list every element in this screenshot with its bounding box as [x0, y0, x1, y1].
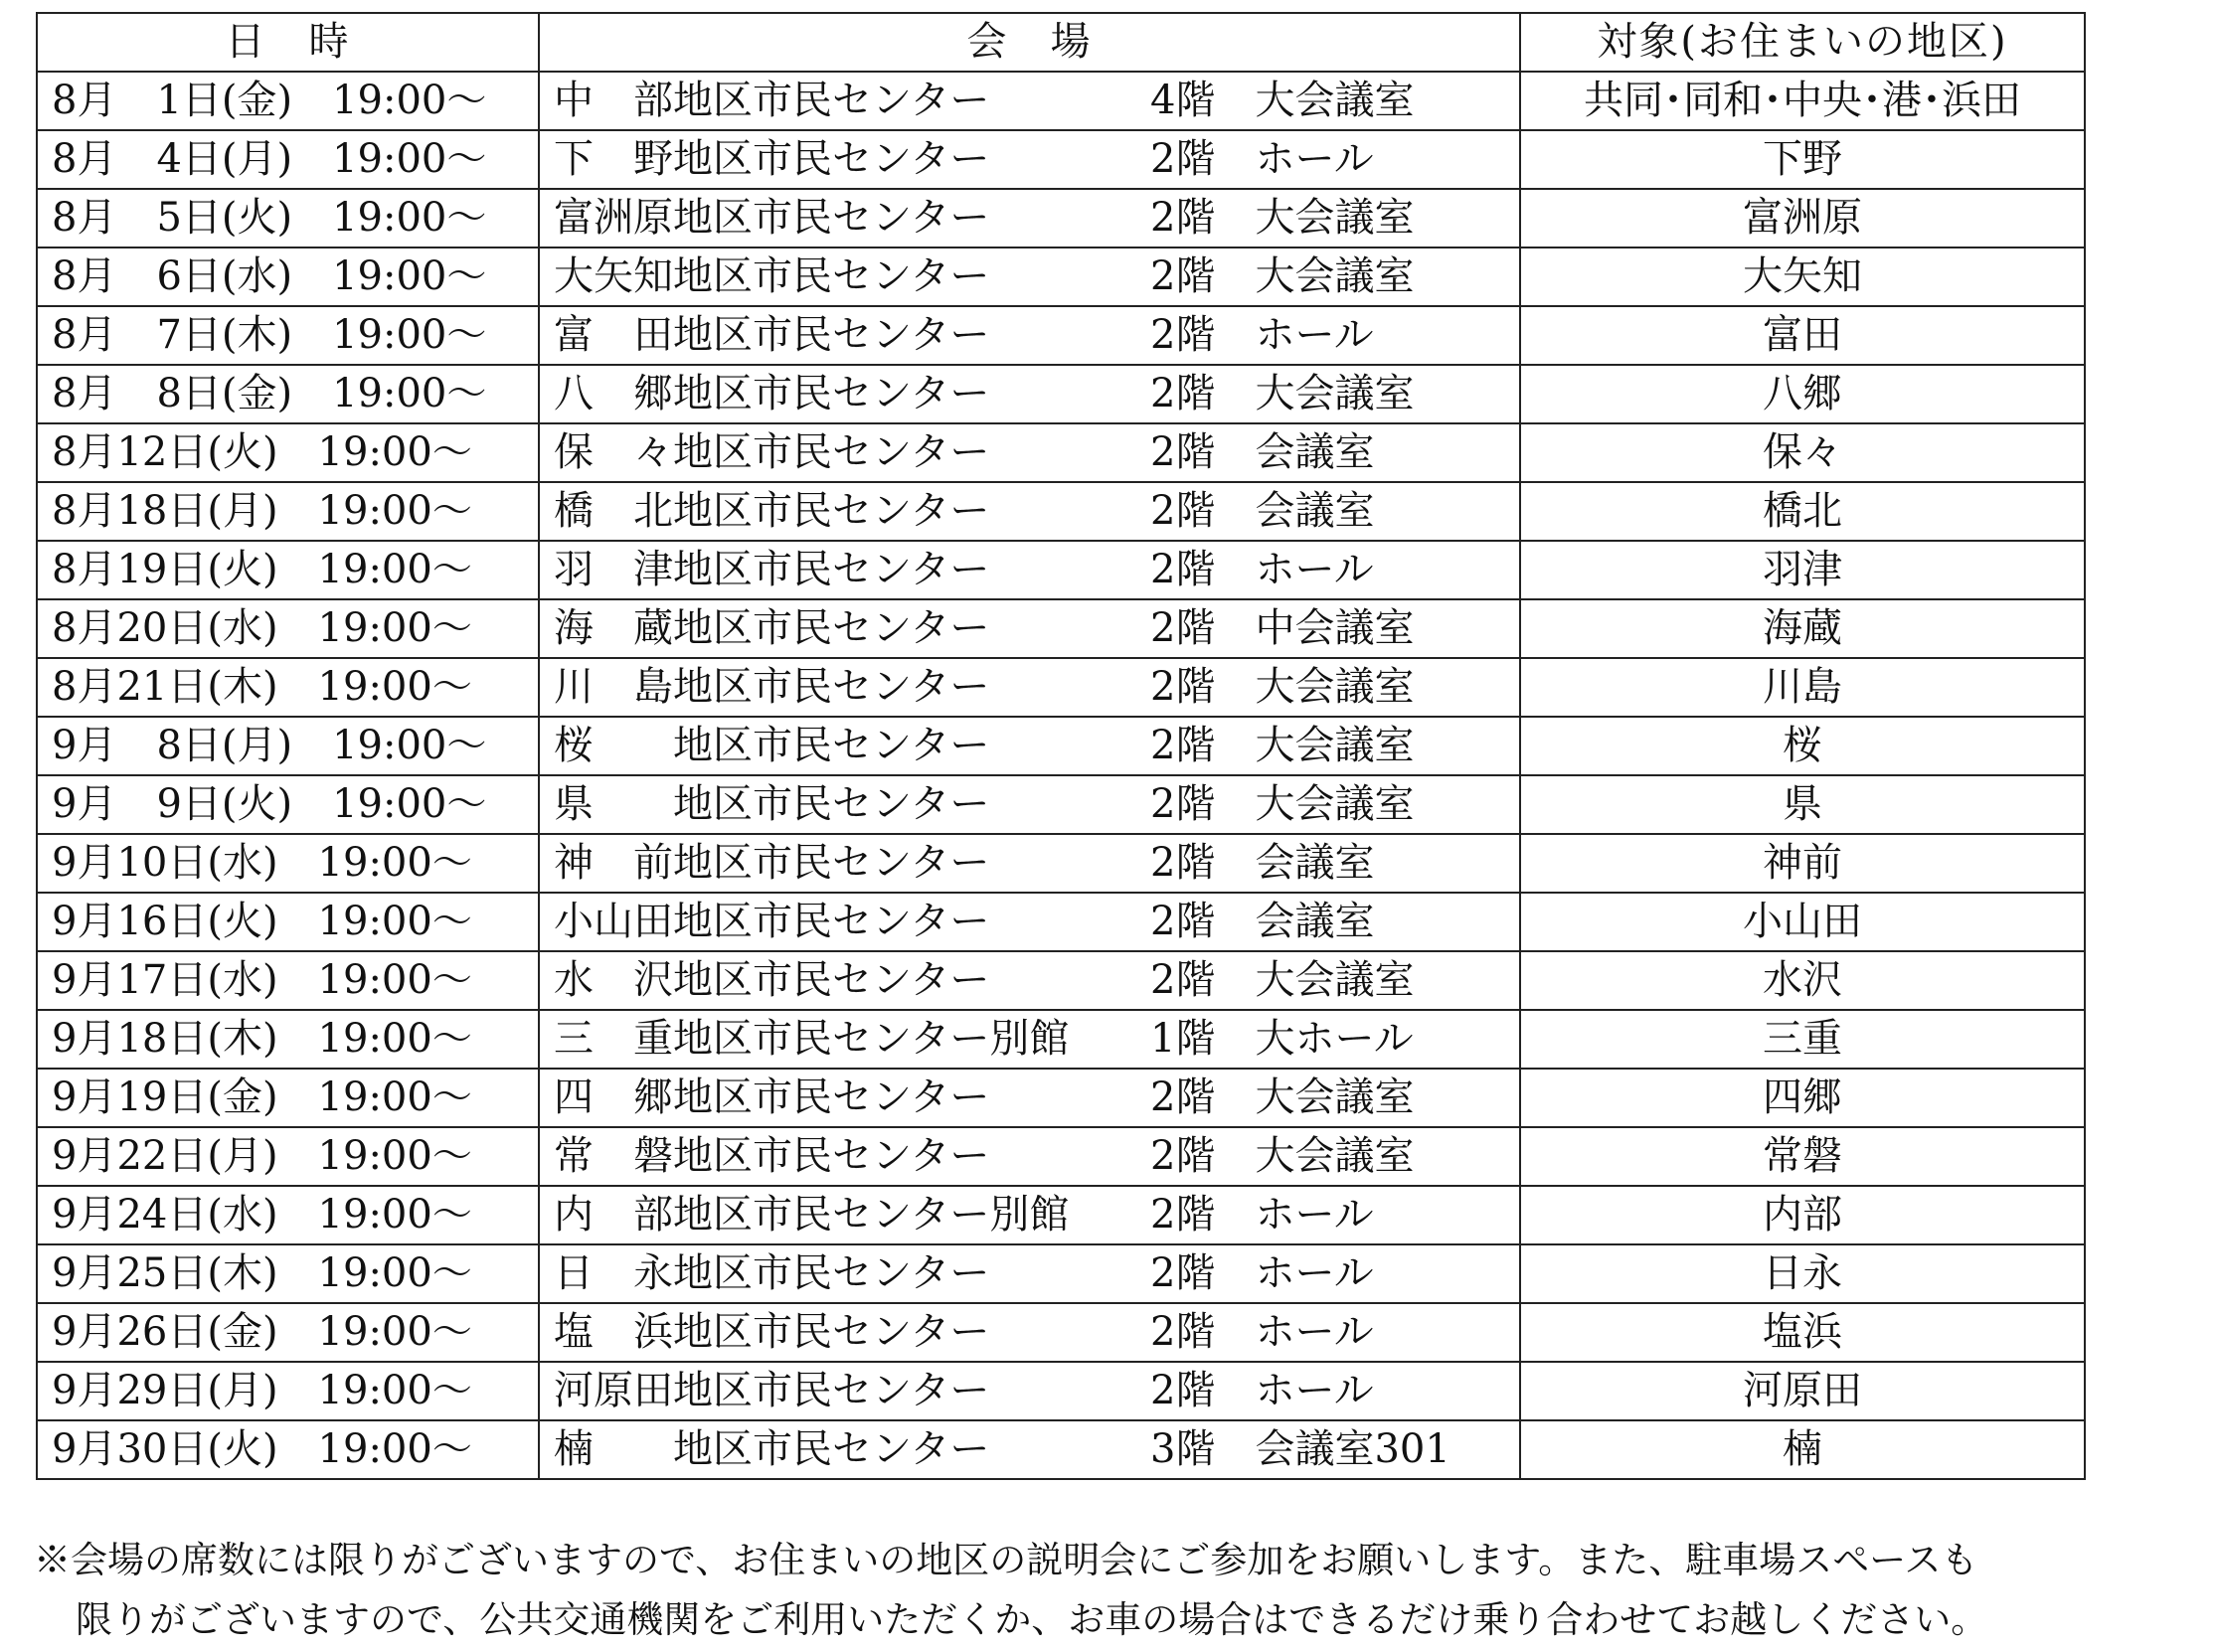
- row-venue-floor: 1階 大ホール: [1150, 1016, 1414, 1062]
- row-target: 海蔵: [1520, 599, 2085, 658]
- row-venue: [539, 72, 1520, 130]
- row-venue: [539, 306, 1520, 365]
- row-target: 八郷: [1520, 365, 2085, 423]
- row-venue-name: 海 蔵地区市民センター: [554, 605, 990, 651]
- row-venue-floor: 2階 ホール: [1150, 547, 1374, 592]
- row-venue-name: 桜 地区市民センター: [554, 723, 990, 768]
- row-venue-name: 八 郷地区市民センター: [554, 371, 990, 416]
- row-venue-wrap: [554, 424, 1519, 481]
- row-date-text: 8月 1日(金) 19:00～: [52, 78, 487, 123]
- header-row: [37, 13, 2085, 72]
- table-row: [37, 248, 2085, 306]
- row-venue-floor: 2階 大会議室: [1150, 723, 1415, 768]
- row-venue-wrap: [554, 1011, 1519, 1068]
- row-venue-name: 中 部地区市民センター: [554, 78, 990, 123]
- row-venue-wrap: [554, 366, 1519, 422]
- row-venue-wrap: [554, 190, 1519, 247]
- row-venue: [539, 365, 1520, 423]
- row-venue: [539, 1303, 1520, 1362]
- row-date: [37, 717, 539, 775]
- row-venue-wrap: [554, 248, 1519, 305]
- row-date-text: 9月18日(木) 19:00～: [52, 1016, 472, 1062]
- row-venue: [539, 951, 1520, 1010]
- row-venue: [539, 1362, 1520, 1420]
- row-date-text: 9月26日(金) 19:00～: [52, 1309, 472, 1355]
- row-date: [37, 658, 539, 717]
- row-venue-floor: 2階 会議室: [1150, 899, 1375, 944]
- table-row: [37, 893, 2085, 951]
- row-venue-name: 県 地区市民センター: [554, 781, 990, 827]
- row-date: [37, 1186, 539, 1244]
- row-target: 楠: [1520, 1420, 2085, 1479]
- row-target: 県: [1520, 775, 2085, 834]
- table-row: [37, 1127, 2085, 1186]
- row-target: 塩浜: [1520, 1303, 2085, 1362]
- row-venue-name: 大矢知地区市民センター: [554, 253, 990, 299]
- row-venue-name: 楠 地区市民センター: [554, 1426, 990, 1472]
- row-venue: [539, 1127, 1520, 1186]
- schedule-body: [37, 72, 2085, 1479]
- row-date: [37, 72, 539, 130]
- row-target: 羽津: [1520, 541, 2085, 599]
- row-venue: [539, 423, 1520, 482]
- table-row: [37, 1244, 2085, 1303]
- row-date: [37, 775, 539, 834]
- row-target: 四郷: [1520, 1069, 2085, 1127]
- row-venue-floor: 2階 大会議室: [1150, 664, 1415, 710]
- row-venue-name: 内 部地区市民センター別館: [554, 1192, 1070, 1238]
- row-date: [37, 599, 539, 658]
- notes: [34, 1531, 2181, 1650]
- row-venue-name: 水 沢地区市民センター: [554, 957, 990, 1003]
- row-date-text: 8月21日(木) 19:00～: [52, 664, 472, 710]
- row-venue-floor: 2階 ホール: [1150, 136, 1374, 182]
- row-date: [37, 1303, 539, 1362]
- row-venue: [539, 1069, 1520, 1127]
- row-date-text: 9月19日(金) 19:00～: [52, 1074, 472, 1120]
- row-date: [37, 1244, 539, 1303]
- row-date-text: 9月25日(木) 19:00～: [52, 1250, 472, 1296]
- note-line-2: 限りがございますので、公共交通機関をご利用いただくか、お車の場合はできるだけ乗り合わせてお越しください。: [76, 1598, 1988, 1641]
- row-venue-wrap: [554, 73, 1519, 129]
- row-venue: [539, 834, 1520, 893]
- row-date: [37, 951, 539, 1010]
- row-venue-name: 橋 北地区市民センター: [554, 488, 990, 534]
- row-date-text: 8月 7日(木) 19:00～: [52, 312, 487, 358]
- row-venue-floor: 2階 中会議室: [1150, 605, 1415, 651]
- table-row: [37, 1420, 2085, 1479]
- row-venue-wrap: [554, 1245, 1519, 1302]
- row-date: [37, 893, 539, 951]
- row-date-text: 8月12日(火) 19:00～: [52, 429, 472, 475]
- row-venue-floor: 2階 会議室: [1150, 429, 1375, 475]
- table-row: [37, 658, 2085, 717]
- row-target: 橋北: [1520, 482, 2085, 541]
- row-venue-floor: 2階 大会議室: [1150, 1133, 1415, 1179]
- row-venue-floor: 2階 大会議室: [1150, 253, 1415, 299]
- row-target: 下野: [1520, 130, 2085, 189]
- table-row: [37, 1186, 2085, 1244]
- row-venue-wrap: [554, 1421, 1519, 1478]
- row-venue-name: 下 野地区市民センター: [554, 136, 990, 182]
- row-date: [37, 1010, 539, 1069]
- row-venue-name: 富洲原地区市民センター: [554, 195, 990, 241]
- row-venue: [539, 248, 1520, 306]
- row-date: [37, 365, 539, 423]
- header-date: 日 時: [37, 13, 539, 72]
- row-venue-wrap: [554, 1304, 1519, 1361]
- row-target: 大矢知: [1520, 248, 2085, 306]
- row-venue-wrap: [554, 835, 1519, 892]
- table-row: [37, 423, 2085, 482]
- row-venue-floor: 2階 大会議室: [1150, 781, 1415, 827]
- table-row: [37, 775, 2085, 834]
- row-venue: [539, 1244, 1520, 1303]
- row-venue-floor: 2階 大会議室: [1150, 371, 1415, 416]
- row-venue-name: 塩 浜地区市民センター: [554, 1309, 990, 1355]
- row-date-text: 8月18日(月) 19:00～: [52, 488, 472, 534]
- row-venue-wrap: [554, 776, 1519, 833]
- row-date: [37, 1420, 539, 1479]
- row-venue-wrap: [554, 894, 1519, 950]
- row-date-text: 8月19日(火) 19:00～: [52, 547, 472, 592]
- row-target: 河原田: [1520, 1362, 2085, 1420]
- row-target: 内部: [1520, 1186, 2085, 1244]
- row-date: [37, 423, 539, 482]
- row-date: [37, 1362, 539, 1420]
- row-venue-name: 小山田地区市民センター: [554, 899, 990, 944]
- row-target: 富洲原: [1520, 189, 2085, 248]
- note-line-1: ※会場の席数には限りがございますので、お住まいの地区の説明会にご参加をお願いします。また、駐車場スペースも: [34, 1539, 1978, 1581]
- row-venue: [539, 1186, 1520, 1244]
- schedule-sheet: [36, 12, 2084, 1480]
- row-date-text: 9月 9日(火) 19:00～: [52, 781, 487, 827]
- row-venue: [539, 717, 1520, 775]
- row-target: 三重: [1520, 1010, 2085, 1069]
- row-venue-wrap: [554, 483, 1519, 540]
- table-row: [37, 951, 2085, 1010]
- row-date: [37, 189, 539, 248]
- row-date-text: 9月 8日(月) 19:00～: [52, 723, 487, 768]
- row-venue: [539, 189, 1520, 248]
- row-target: 神前: [1520, 834, 2085, 893]
- row-date: [37, 834, 539, 893]
- row-venue-floor: 2階 ホール: [1150, 1192, 1374, 1238]
- row-venue-wrap: [554, 131, 1519, 188]
- row-target: 共同･同和･中央･港･浜田: [1520, 72, 2085, 130]
- row-date-text: 9月10日(水) 19:00～: [52, 840, 472, 886]
- table-row: [37, 1362, 2085, 1420]
- row-venue-name: 富 田地区市民センター: [554, 312, 990, 358]
- row-date: [37, 248, 539, 306]
- header-venue: 会 場: [539, 13, 1520, 72]
- row-venue-name: 神 前地区市民センター: [554, 840, 990, 886]
- row-target: 常磐: [1520, 1127, 2085, 1186]
- row-venue-wrap: [554, 1187, 1519, 1243]
- row-venue: [539, 541, 1520, 599]
- row-date-text: 8月 8日(金) 19:00～: [52, 371, 487, 416]
- row-venue: [539, 775, 1520, 834]
- row-venue: [539, 130, 1520, 189]
- row-target: 保々: [1520, 423, 2085, 482]
- row-date-text: 9月30日(火) 19:00～: [52, 1426, 472, 1472]
- row-date: [37, 482, 539, 541]
- row-date: [37, 1127, 539, 1186]
- row-target: 桜: [1520, 717, 2085, 775]
- row-venue-name: 河原田地区市民センター: [554, 1368, 990, 1413]
- row-venue-floor: 2階 会議室: [1150, 488, 1375, 534]
- row-date: [37, 130, 539, 189]
- row-target: 川島: [1520, 658, 2085, 717]
- row-venue-floor: 2階 ホール: [1150, 312, 1374, 358]
- row-venue-name: 常 磐地区市民センター: [554, 1133, 990, 1179]
- schedule-table: [36, 12, 2086, 1480]
- table-row: [37, 189, 2085, 248]
- row-venue-floor: 4階 大会議室: [1150, 78, 1415, 123]
- row-venue-floor: 2階 ホール: [1150, 1309, 1374, 1355]
- row-date: [37, 306, 539, 365]
- table-row: [37, 482, 2085, 541]
- row-venue-name: 三 重地区市民センター別館: [554, 1016, 1070, 1062]
- row-venue-name: 日 永地区市民センター: [554, 1250, 990, 1296]
- row-target: 富田: [1520, 306, 2085, 365]
- row-date-text: 8月 5日(火) 19:00～: [52, 195, 487, 241]
- row-venue-wrap: [554, 307, 1519, 364]
- row-venue-wrap: [554, 542, 1519, 598]
- row-venue-floor: 2階 ホール: [1150, 1368, 1374, 1413]
- row-venue: [539, 1010, 1520, 1069]
- row-venue-wrap: [554, 1363, 1519, 1419]
- table-row: [37, 130, 2085, 189]
- row-venue-wrap: [554, 1070, 1519, 1126]
- row-venue-name: 四 郷地区市民センター: [554, 1074, 990, 1120]
- row-venue: [539, 893, 1520, 951]
- row-venue-floor: 2階 大会議室: [1150, 1074, 1415, 1120]
- row-target: 小山田: [1520, 893, 2085, 951]
- row-venue: [539, 599, 1520, 658]
- table-row: [37, 365, 2085, 423]
- row-date-text: 9月24日(水) 19:00～: [52, 1192, 472, 1238]
- row-venue-name: 川 島地区市民センター: [554, 664, 990, 710]
- row-venue: [539, 1420, 1520, 1479]
- row-date-text: 9月29日(月) 19:00～: [52, 1368, 472, 1413]
- row-venue-name: 羽 津地区市民センター: [554, 547, 990, 592]
- row-venue-wrap: [554, 600, 1519, 657]
- table-row: [37, 599, 2085, 658]
- row-date: [37, 1069, 539, 1127]
- row-venue-floor: 2階 大会議室: [1150, 195, 1415, 241]
- row-venue-floor: 3階 会議室301: [1150, 1426, 1450, 1472]
- row-date-text: 8月 4日(月) 19:00～: [52, 136, 487, 182]
- row-venue-wrap: [554, 659, 1519, 716]
- row-venue: [539, 482, 1520, 541]
- table-row: [37, 306, 2085, 365]
- table-row: [37, 541, 2085, 599]
- table-row: [37, 1069, 2085, 1127]
- row-venue-floor: 2階 大会議室: [1150, 957, 1415, 1003]
- row-venue-name: 保 々地区市民センター: [554, 429, 990, 475]
- row-venue-wrap: [554, 718, 1519, 774]
- table-row: [37, 717, 2085, 775]
- row-date-text: 9月22日(月) 19:00～: [52, 1133, 472, 1179]
- row-date: [37, 541, 539, 599]
- header-target: 対象(お住まいの地区): [1520, 13, 2085, 72]
- row-date-text: 8月 6日(水) 19:00～: [52, 253, 487, 299]
- row-target: 日永: [1520, 1244, 2085, 1303]
- row-date-text: 9月16日(火) 19:00～: [52, 899, 472, 944]
- table-row: [37, 1303, 2085, 1362]
- row-venue-floor: 2階 会議室: [1150, 840, 1375, 886]
- row-date-text: 8月20日(水) 19:00～: [52, 605, 472, 651]
- row-date-text: 9月17日(水) 19:00～: [52, 957, 472, 1003]
- table-row: [37, 1010, 2085, 1069]
- row-venue: [539, 658, 1520, 717]
- table-row: [37, 834, 2085, 893]
- table-row: [37, 72, 2085, 130]
- row-venue-wrap: [554, 1128, 1519, 1185]
- row-venue-floor: 2階 ホール: [1150, 1250, 1374, 1296]
- row-target: 水沢: [1520, 951, 2085, 1010]
- row-venue-wrap: [554, 952, 1519, 1009]
